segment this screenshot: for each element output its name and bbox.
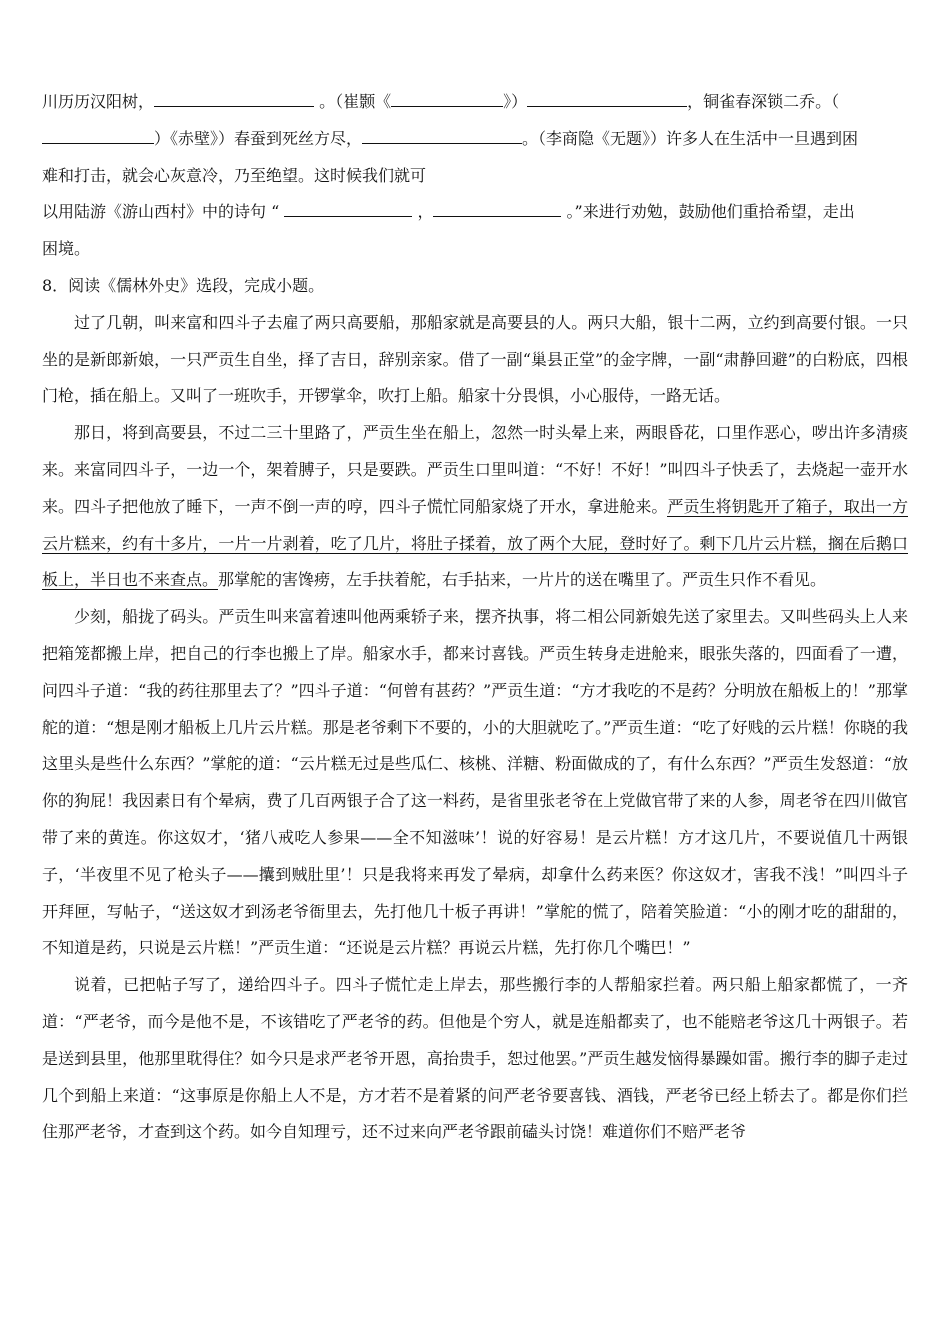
fill-in-line: 川历历汉阳树， 。（崔颢《 》） ，铜雀春深锁二乔。（ [42,92,840,111]
underlined-text: 严贡生将钥匙开了箱子，取出一方云片糕来，约有十多片，一片一片剥着，吃了几片，将肚子揉着，放了两个大屁，登时好了。剩下几片云片糕，搁在后鹅口板上，半日也不来查点。 [42,496,908,590]
passage-text: 少刻，船拢了码头。严贡生叫来富着速叫他两乘轿子来，摆齐执事，将二相公同新娘先送了家里去。又叫些码头上人来把箱笼都搬上岸，把自己的行李也搬上了岸。船家水手，都来讨喜钱。严贡生转身走进舱来，眼张失落的，四面看了一遭，问四斗子道：“我的药往那里去了？”四斗子道：“何曾有甚药？”严贡生道：“方才我吃的不是药？分明放在船板上的！”那掌舵的道：“想是刚才船板上几片云片糕。那是老爷剩下不要的，小的大胆就吃了。”严贡生道：“吃了好贱的云片糕！你晓的我这里头是些什么东西？”掌舵的道：“云片糕无过是些瓜仁、核桃、洋糖、粉面做成的了，有什么东西？”严贡生发怒道：“放你的狗屁！我因素日有个晕病，费了几百两银子合了这一料药，是省里张老爷在上党做官带了来的人参，周老爷在四川做官带了来的黄连。你这奴才，‘猪八戒吃人参果——全不知滋味’！说的好容易！是云片糕！方才这几片，不要说值几十两银子，‘半夜里不见了枪头子——攮到贼肚里’！只是我将来再发了晕病，却拿什么药来医？你这奴才，害我不浅！”叫四斗子开拜匣，写帖子，“送这奴才到汤老爷衙里去，先打他几十板子再讲！”掌舵的慌了，陪着笑脸道：“小的刚才吃的甜甜的，不知道是药，只说是云片糕！”严贡生道：“还说是云片糕？再说云片糕，先打你几个嘴巴！” [42,607,908,958]
passage-text: 那日，将到高要县，不过二三十里路了，严贡生坐在船上，忽然一时头晕上来，两眼昏花，口里作恶心，哕出许多清痰来。来富同四斗子，一边一个，架着膊子，只是要跌。严贡生口里叫道：“不好！不好！”叫四斗子快丢了，去烧起一壶开水来。四斗子把他放了睡下，一声不倒一声的哼，四斗子慌忙同船家烧了开水，拿进舱来。 [42,423,908,516]
fill-in-line: 困境。 [42,239,91,259]
blank-line [284,201,412,217]
blank-line [391,91,503,107]
question-8-label: 8．阅读《儒林外史》选段，完成小题。 [42,275,325,295]
blank-line [42,128,154,144]
blank-line [154,91,314,107]
fill-in-line: 以用陆游《游山西村》中的诗句 “ ， 。”来进行劝勉，鼓励他们重拾希望，走出 [42,202,855,222]
blank-line [527,91,687,107]
passage-text: 那掌舵的害馋痨，左手扶着舵，右手拈来，一片片的送在嘴里了。严贡生只作不看见。 [218,570,827,590]
passage-text: 说着，已把帖子写了，递给四斗子。四斗子慌忙走上岸去，那些搬行李的人帮船家拦着。两只船上船家都慌了，一齐道：“严老爷，而今是他不是，不该错吃了严老爷的药。但他是个穷人，就是连船都卖了，也不能赔老爷这几十两银子。若是送到县里，他那里耽得住？如今只是求严老爷开恩，高抬贵手，恕过他罢。”严贡生越发恼得暴躁如雷。搬行李的脚子走过几个到船上来道：“这事原是你船上人不是，方才若不是着紧的问严老爷要喜钱、酒钱，严老爷已经上轿去了。都是你们拦住那严老爷，才查到这个药。如今自知理亏，还不过来向严老爷跟前磕头讨饶！难道你们不赔严老爷 [42,975,908,1142]
blank-line [433,201,561,217]
fill-in-line: 难和打击，就会心灰意冷，乃至绝望。这时候我们就可 [42,165,427,185]
passage-paragraph [42,415,908,599]
blank-line [362,128,522,144]
passage-text: 过了几朝，叫来富和四斗子去雇了两只高要船，那船家就是高要县的人。两只大船，银十二两，立约到高要付银。一只坐的是新郎新娘，一只严贡生自坐，择了吉日，辞别亲家。借了一副“巢县正堂”的金字牌，一副“肃静回避”的白粉底，四根门枪，插在船上。又叫了一班吹手，开锣掌伞，吹打上船。船家十分畏惧，小心服侍，一路无话。 [42,312,908,406]
passage [42,305,908,1151]
fill-in-line: ）《赤壁》）春蚕到死丝方尽， 。（李商隐《无题》）许多人在生活中一旦遇到困 [42,121,908,158]
passage-paragraph [42,305,908,415]
passage-paragraph [42,967,908,1151]
passage-paragraph [42,599,908,967]
fill-in-section [42,84,908,268]
